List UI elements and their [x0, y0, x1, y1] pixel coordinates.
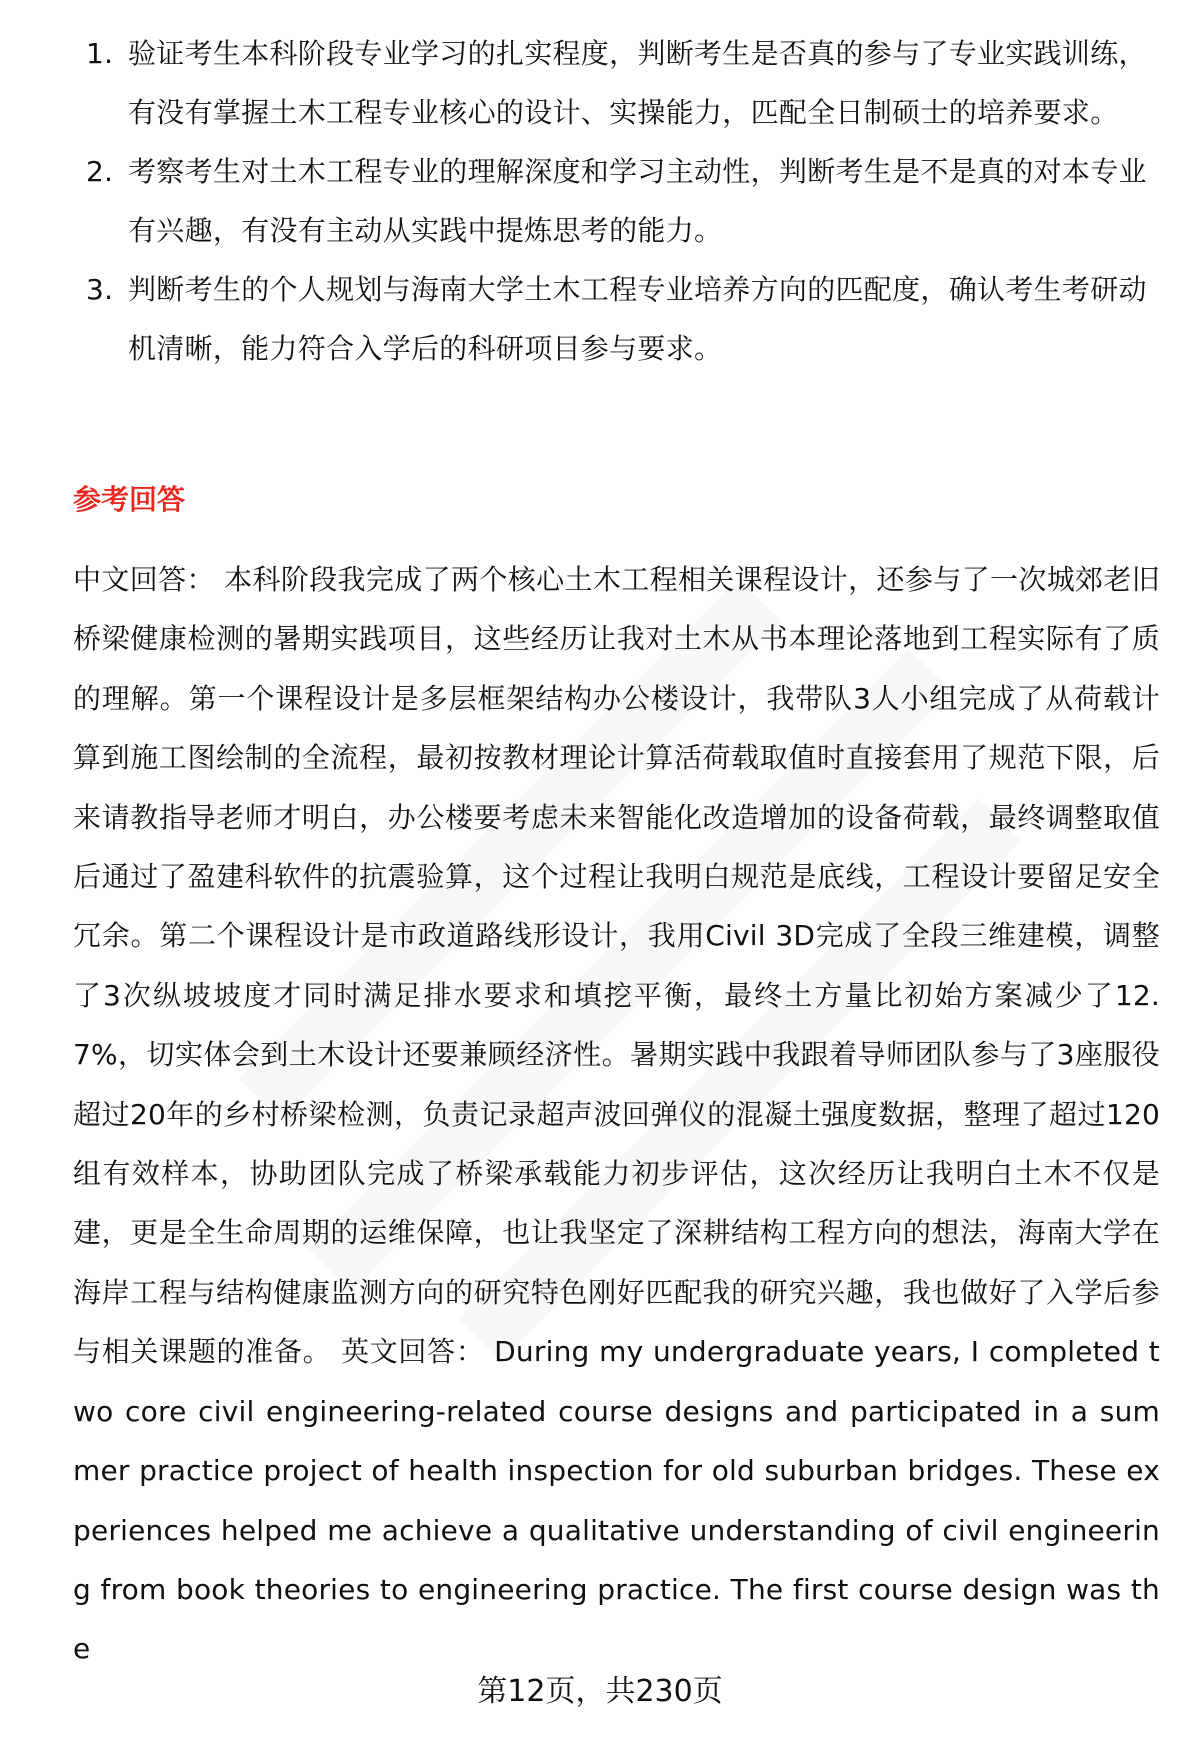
- list-item: [70, 260, 1150, 378]
- list-item-number: 1.: [86, 37, 114, 70]
- list-item-text: 验证考生本科阶段专业学习的扎实程度，判断考生是否真的参与了专业实践训练，有没有掌握土木工程专业核心的设计、实操能力，匹配全日制硕士的培养要求。: [128, 37, 1147, 129]
- exam-purpose-list: [70, 24, 1150, 378]
- list-item-text: 判断考生的个人规划与海南大学土木工程专业培养方向的匹配度，确认考生考研动机清晰，能力符合入学后的科研项目参与要求。: [128, 273, 1147, 365]
- list-item-text: 考察考生对土木工程专业的理解深度和学习主动性，判断考生是不是真的对本专业有兴趣，有没有主动从实践中提炼思考的能力。: [128, 155, 1147, 247]
- section-title: 参考回答: [73, 483, 186, 516]
- list-item-number: 3.: [86, 273, 114, 306]
- list-item: [70, 142, 1150, 260]
- list-item: [70, 24, 1150, 142]
- answer-paragraph: 中文回答： 本科阶段我完成了两个核心土木工程相关课程设计，还参与了一次城郊老旧桥梁健康检测的暑期实践项目，这些经历让我对土木从书本理论落地到工程实际有了质的理解。第一个课程设计是多层框架结构办公楼设计，我带队3人小组完成了从荷载计算到施工图绘制的全流程，最初按教材理论计算活荷载取值时直接套用了规范下限，后来请教指导老师才明白，办公楼要考虑未来智能化改造增加的设备荷载，最终调整取值后通过了盈建科软件的抗震验算，这个过程让我明白规范是底线，工程设计要留足安全冗余。第二个课程设计是市政道路线形设计，我用Civil 3D完成了全段三维建模，调整了3次纵坡坡度才同时满足排水要求和填挖平衡，最终土方量比初始方案减少了12.7%，切实体会到土木设计还要兼顾经济性。暑期实践中我跟着导师团队参与了3座服役超过20年的乡村桥梁检测，负责记录超声波回弹仪的混凝土强度数据，整理了超过120组有效样本，协助团队完成了桥梁承载能力初步评估，这次经历让我明白土木不仅是建，更是全生命周期的运维保障，也让我坚定了深耕结构工程方向的想法，海南大学在海岸工程与结构健康监测方向的研究特色刚好匹配我的研究兴趣，我也做好了入学后参与相关课题的准备。 英文回答： During my undergraduate years, I completed two core civil engineering-related course designs and participated in a summer practice project of health inspection for old suburban bridges. These experiences helped me achieve a qualitative understanding of civil engineering from book theories to engineering practice. The first course design was the: [73, 563, 1160, 1666]
- page-number-footer: 第12页，共230页: [477, 1674, 723, 1709]
- list-item-number: 2.: [86, 155, 114, 188]
